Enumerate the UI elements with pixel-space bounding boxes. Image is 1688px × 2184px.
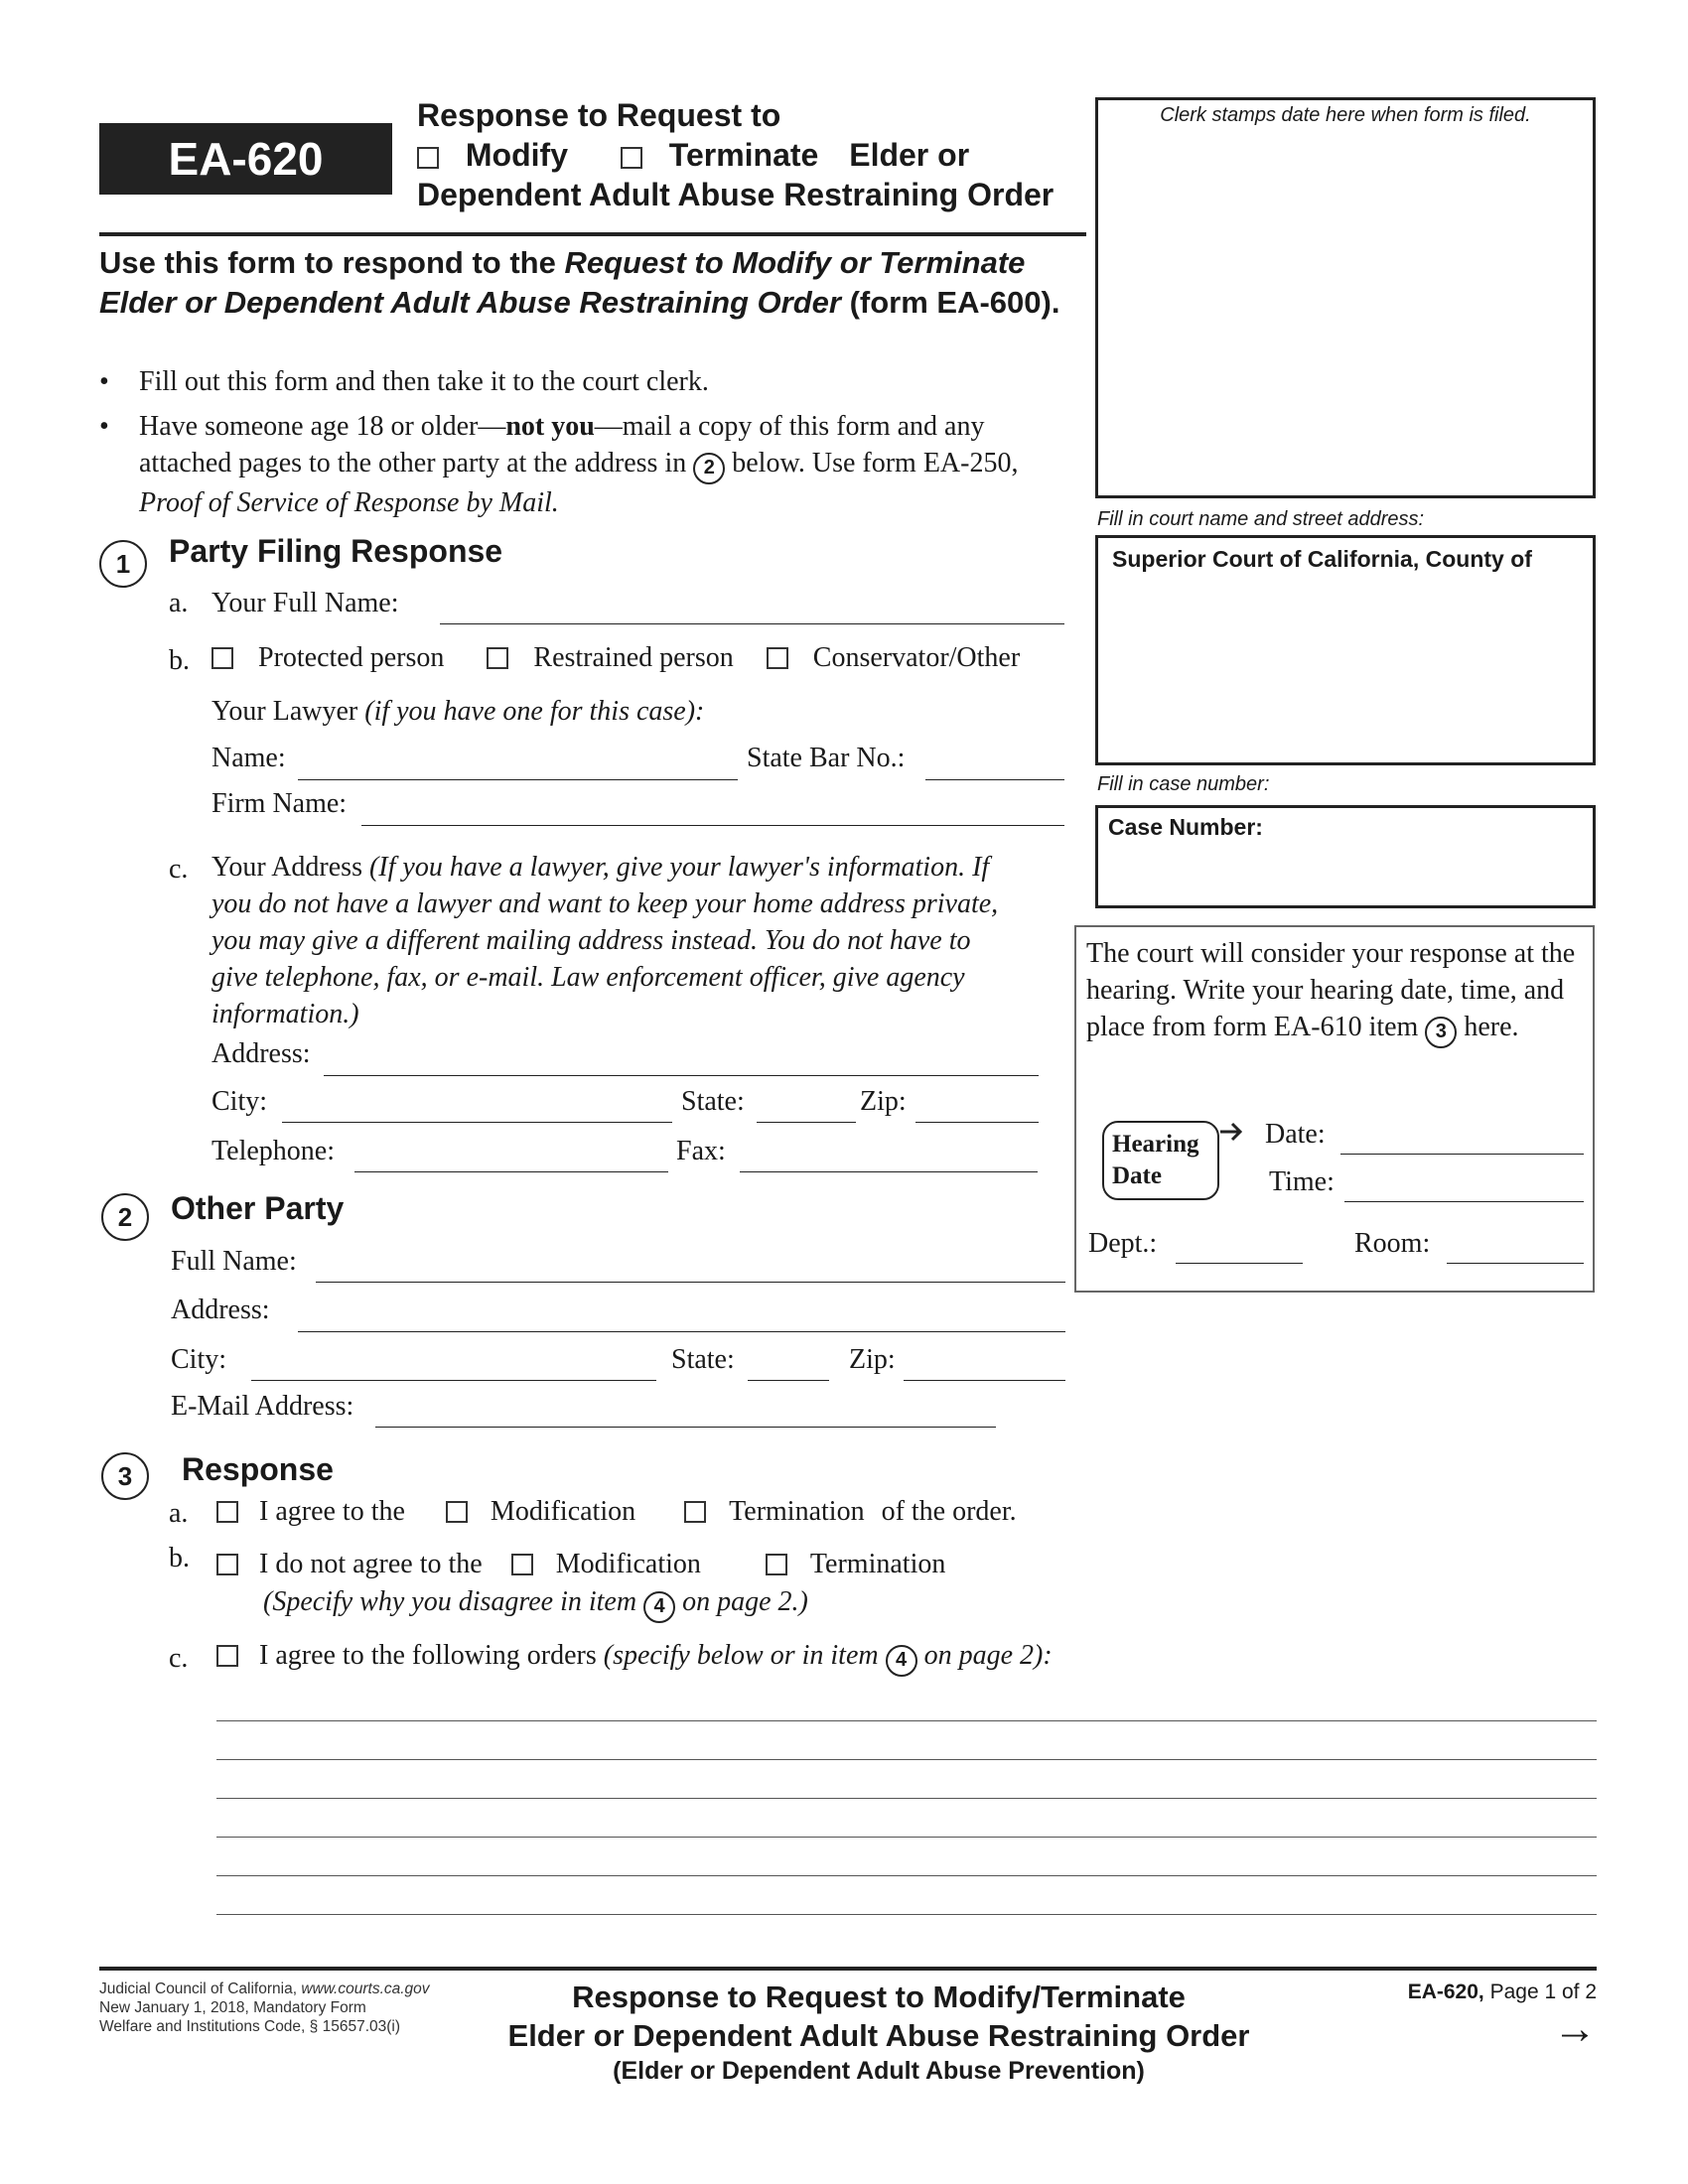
hearing-date-badge <box>1102 1121 1219 1200</box>
orders-line-5[interactable] <box>216 1875 1597 1876</box>
s1-lawyer-note: (if you have one for this case): <box>364 696 705 727</box>
case-box-label: Fill in case number: <box>1097 773 1270 795</box>
case-number-label: Case Number: <box>1108 814 1263 840</box>
s3-c-letter: c. <box>169 1643 189 1674</box>
hearing-text-a: The court will consider your response at the hearing. Write your hearing date, time, and place from form EA-610 item <box>1086 938 1576 1042</box>
agree-orders-note-a: (specify below or in item <box>603 1640 879 1671</box>
next-page-arrow-icon[interactable]: → <box>1553 2004 1597 2053</box>
s1-state-field[interactable] <box>757 1122 856 1123</box>
s2-email-field[interactable] <box>375 1427 996 1428</box>
s1-street-label: Address: <box>211 1038 311 1069</box>
s3-a-letter: a. <box>169 1498 189 1529</box>
s1-bar-no-label: State Bar No.: <box>747 743 906 773</box>
s2-full-name-label: Full Name: <box>171 1246 297 1277</box>
s1-address-instructions <box>211 849 1006 1032</box>
s2-state-field[interactable] <box>748 1380 829 1381</box>
orders-line-4[interactable] <box>216 1837 1597 1838</box>
disagree-checkbox[interactable] <box>216 1554 238 1575</box>
footer-form-id: EA-620, <box>1407 1980 1484 2003</box>
protected-person-label: Protected person <box>258 642 445 673</box>
hearing-date-field[interactable] <box>1340 1154 1584 1155</box>
s1-zip-field[interactable] <box>915 1122 1039 1123</box>
hearing-box <box>1074 925 1595 1293</box>
hearing-badge-line2: Date <box>1112 1162 1162 1189</box>
s1-city-label: City: <box>211 1086 268 1117</box>
form-title <box>417 95 1054 214</box>
footer-title <box>427 1978 1331 2087</box>
hearing-badge-line1: Hearing <box>1112 1131 1199 1158</box>
protected-person-checkbox[interactable] <box>211 647 233 669</box>
intro-bullet-2-c: below. Use form EA-250, <box>732 448 1019 478</box>
s3-orders-row <box>216 1640 1053 1677</box>
agree-checkbox[interactable] <box>216 1501 238 1523</box>
footer-divider <box>99 1967 1597 1971</box>
footer-page-info <box>1408 1980 1597 2004</box>
section-1-number: 1 <box>99 540 147 588</box>
section-3-number: 3 <box>101 1452 149 1500</box>
footer-statute: Welfare and Institutions Code, § 15657.03(i) <box>99 2018 401 2035</box>
hearing-dept-field[interactable] <box>1176 1263 1303 1264</box>
section-2-number: 2 <box>101 1193 149 1241</box>
terminate-label: Terminate <box>668 137 819 173</box>
form-title-line2 <box>417 135 1054 175</box>
form-id: EA-620 <box>168 133 324 185</box>
s2-full-name-field[interactable] <box>316 1282 1065 1283</box>
court-name-text: Superior Court of California, County of <box>1112 546 1532 572</box>
s3-disagree-row <box>216 1549 945 1580</box>
s1-address-label: Your Address <box>211 852 362 883</box>
disagree-termination-checkbox[interactable] <box>766 1554 787 1575</box>
hearing-instructions <box>1086 935 1588 1048</box>
section-3-title: Response <box>182 1451 334 1487</box>
disagree-note-b: on page 2.) <box>682 1586 808 1617</box>
s1-full-name-field[interactable] <box>440 623 1064 624</box>
agree-modification-checkbox[interactable] <box>446 1501 468 1523</box>
footer-publisher: Judicial Council of California, <box>99 1980 298 1997</box>
s1-fax-label: Fax: <box>676 1136 726 1166</box>
disagree-modification-checkbox[interactable] <box>511 1554 533 1575</box>
footer-url[interactable]: www.courts.ca.gov <box>301 1980 430 1997</box>
hearing-room-field[interactable] <box>1447 1263 1584 1264</box>
s2-zip-field[interactable] <box>904 1380 1065 1381</box>
terminate-checkbox[interactable] <box>621 147 642 169</box>
footer-page-number: Page 1 of 2 <box>1489 1980 1597 2003</box>
orders-line-2[interactable] <box>216 1759 1597 1760</box>
intro-item-2-marker: 2 <box>693 453 725 484</box>
s2-state-label: State: <box>671 1344 735 1375</box>
disagree-modification-label: Modification <box>555 1549 701 1579</box>
form-title-line3: Dependent Adult Abuse Restraining Order <box>417 177 1055 212</box>
clerk-stamp-note: Clerk stamps date here when form is filed. <box>1160 104 1531 126</box>
s1-b-letter: b. <box>169 645 190 676</box>
header-divider <box>99 232 1086 236</box>
intro-bullet-2-italic: Proof of Service of Response by Mail. <box>139 486 559 518</box>
form-title-line1: Response to Request to <box>417 97 781 133</box>
s2-email-label: E-Mail Address: <box>171 1391 354 1422</box>
hearing-item-number: 3 <box>1425 1017 1457 1048</box>
disagree-termination-label: Termination <box>809 1549 946 1579</box>
agree-orders-note-b: on page 2): <box>923 1640 1053 1671</box>
section-2-title: Other Party <box>171 1190 345 1226</box>
orders-line-3[interactable] <box>216 1798 1597 1799</box>
s1-c-letter: c. <box>169 854 189 885</box>
agree-tail: of the order. <box>881 1496 1017 1527</box>
modify-checkbox[interactable] <box>417 147 439 169</box>
footer-revision: New January 1, 2018, Mandatory Form <box>99 1999 366 2016</box>
s1-telephone-label: Telephone: <box>211 1136 335 1166</box>
hearing-dept-label: Dept.: <box>1088 1228 1158 1259</box>
disagree-label: I do not agree to the <box>259 1549 483 1579</box>
s1-fax-field[interactable] <box>740 1171 1038 1172</box>
s1-state-label: State: <box>681 1086 745 1117</box>
restrained-person-label: Restrained person <box>533 642 734 673</box>
clerk-stamp-box <box>1095 97 1596 498</box>
s1-address-note: (If you have a lawyer, give your lawyer's information. If you do not have a lawyer and want to keep your home address private, you may give a different mailing address instead. You do not have to give telephone, fax, or e-mail. Law enforcement officer, give agency information.) <box>211 852 999 1029</box>
form-id-badge <box>99 123 392 195</box>
intro-bullet-1-text: Fill out this form and then take it to the court clerk. <box>139 366 709 397</box>
s1-city-field[interactable] <box>282 1122 672 1123</box>
agree-termination-label: Termination <box>729 1496 865 1527</box>
court-name-box[interactable] <box>1095 535 1596 765</box>
s3-disagree-note <box>263 1586 808 1623</box>
s1-full-name-label: Your Full Name: <box>211 588 399 618</box>
agree-orders-checkbox[interactable] <box>216 1645 238 1667</box>
intro-form-number: (form EA-600). <box>849 285 1060 320</box>
hearing-arrow-icon <box>1218 1120 1246 1144</box>
orders-line-6[interactable] <box>216 1914 1597 1915</box>
intro-bullet-2-b: —mail a copy of this form and any attached pages to the other party at the address in <box>139 411 985 478</box>
form-title-line2-tail: Elder or <box>849 137 970 173</box>
hearing-time-label: Time: <box>1269 1166 1335 1197</box>
s2-zip-label: Zip: <box>849 1344 896 1375</box>
s1-role-options <box>211 642 1020 674</box>
agree-modification-label: Modification <box>490 1496 636 1527</box>
disagree-note-a: (Specify why you disagree in item <box>263 1586 637 1617</box>
agree-orders-label: I agree to the following orders <box>259 1640 597 1671</box>
intro-bullet-2-a: Have someone age 18 or older— <box>139 411 506 442</box>
hearing-text-b: here. <box>1464 1012 1519 1042</box>
s3-agree-row <box>216 1496 1017 1528</box>
s1-firm-name-field[interactable] <box>361 825 1064 826</box>
hearing-time-field[interactable] <box>1344 1201 1584 1202</box>
court-box-label: Fill in court name and street address: <box>1097 508 1425 530</box>
conservator-other-checkbox[interactable] <box>767 647 788 669</box>
intro-form-name: Request to Modify or Terminate Elder or Dependent Adult Abuse Restraining Order <box>99 245 1026 320</box>
s2-address-label: Address: <box>171 1295 270 1325</box>
s1-street-field[interactable] <box>324 1075 1039 1076</box>
s2-address-field[interactable] <box>298 1331 1065 1332</box>
s1-lawyer-name-label: Name: <box>211 743 286 773</box>
s2-city-label: City: <box>171 1344 227 1375</box>
s1-bar-no-field[interactable] <box>925 779 1064 780</box>
s1-lawyer-name-field[interactable] <box>298 779 738 780</box>
orders-line-1[interactable] <box>216 1720 1597 1721</box>
conservator-other-label: Conservator/Other <box>812 642 1021 673</box>
s1-zip-label: Zip: <box>860 1086 907 1117</box>
s2-city-field[interactable] <box>251 1380 656 1381</box>
restrained-person-checkbox[interactable] <box>487 647 508 669</box>
disagree-item-4-marker: 4 <box>643 1591 675 1623</box>
intro-bullet-2-bold: not you <box>505 411 595 442</box>
footer-title-line2: Elder or Dependent Adult Abuse Restraining Order <box>507 2018 1250 2053</box>
case-number-box[interactable] <box>1095 805 1596 908</box>
hearing-date-label: Date: <box>1265 1119 1326 1150</box>
hearing-room-label: Room: <box>1354 1228 1431 1259</box>
s1-lawyer-heading <box>211 696 704 728</box>
footer-left <box>99 1979 430 2036</box>
agree-termination-checkbox[interactable] <box>684 1501 706 1523</box>
s1-firm-name-label: Firm Name: <box>211 788 348 819</box>
s1-a-letter: a. <box>169 588 189 618</box>
intro-text: Use this form to respond to the <box>99 245 556 280</box>
s1-lawyer-label: Your Lawyer <box>211 696 358 727</box>
footer-title-line1: Response to Request to Modify/Terminate <box>572 1979 1186 2014</box>
agree-orders-item-4-marker: 4 <box>886 1645 917 1677</box>
s3-b-letter: b. <box>169 1543 190 1573</box>
section-1-title: Party Filing Response <box>169 533 503 569</box>
modify-label: Modify <box>465 137 568 173</box>
footer-title-line3: (Elder or Dependent Adult Abuse Prevention) <box>613 2057 1145 2085</box>
agree-label: I agree to the <box>259 1496 405 1527</box>
intro-heading <box>99 243 1082 323</box>
s1-telephone-field[interactable] <box>354 1171 668 1172</box>
